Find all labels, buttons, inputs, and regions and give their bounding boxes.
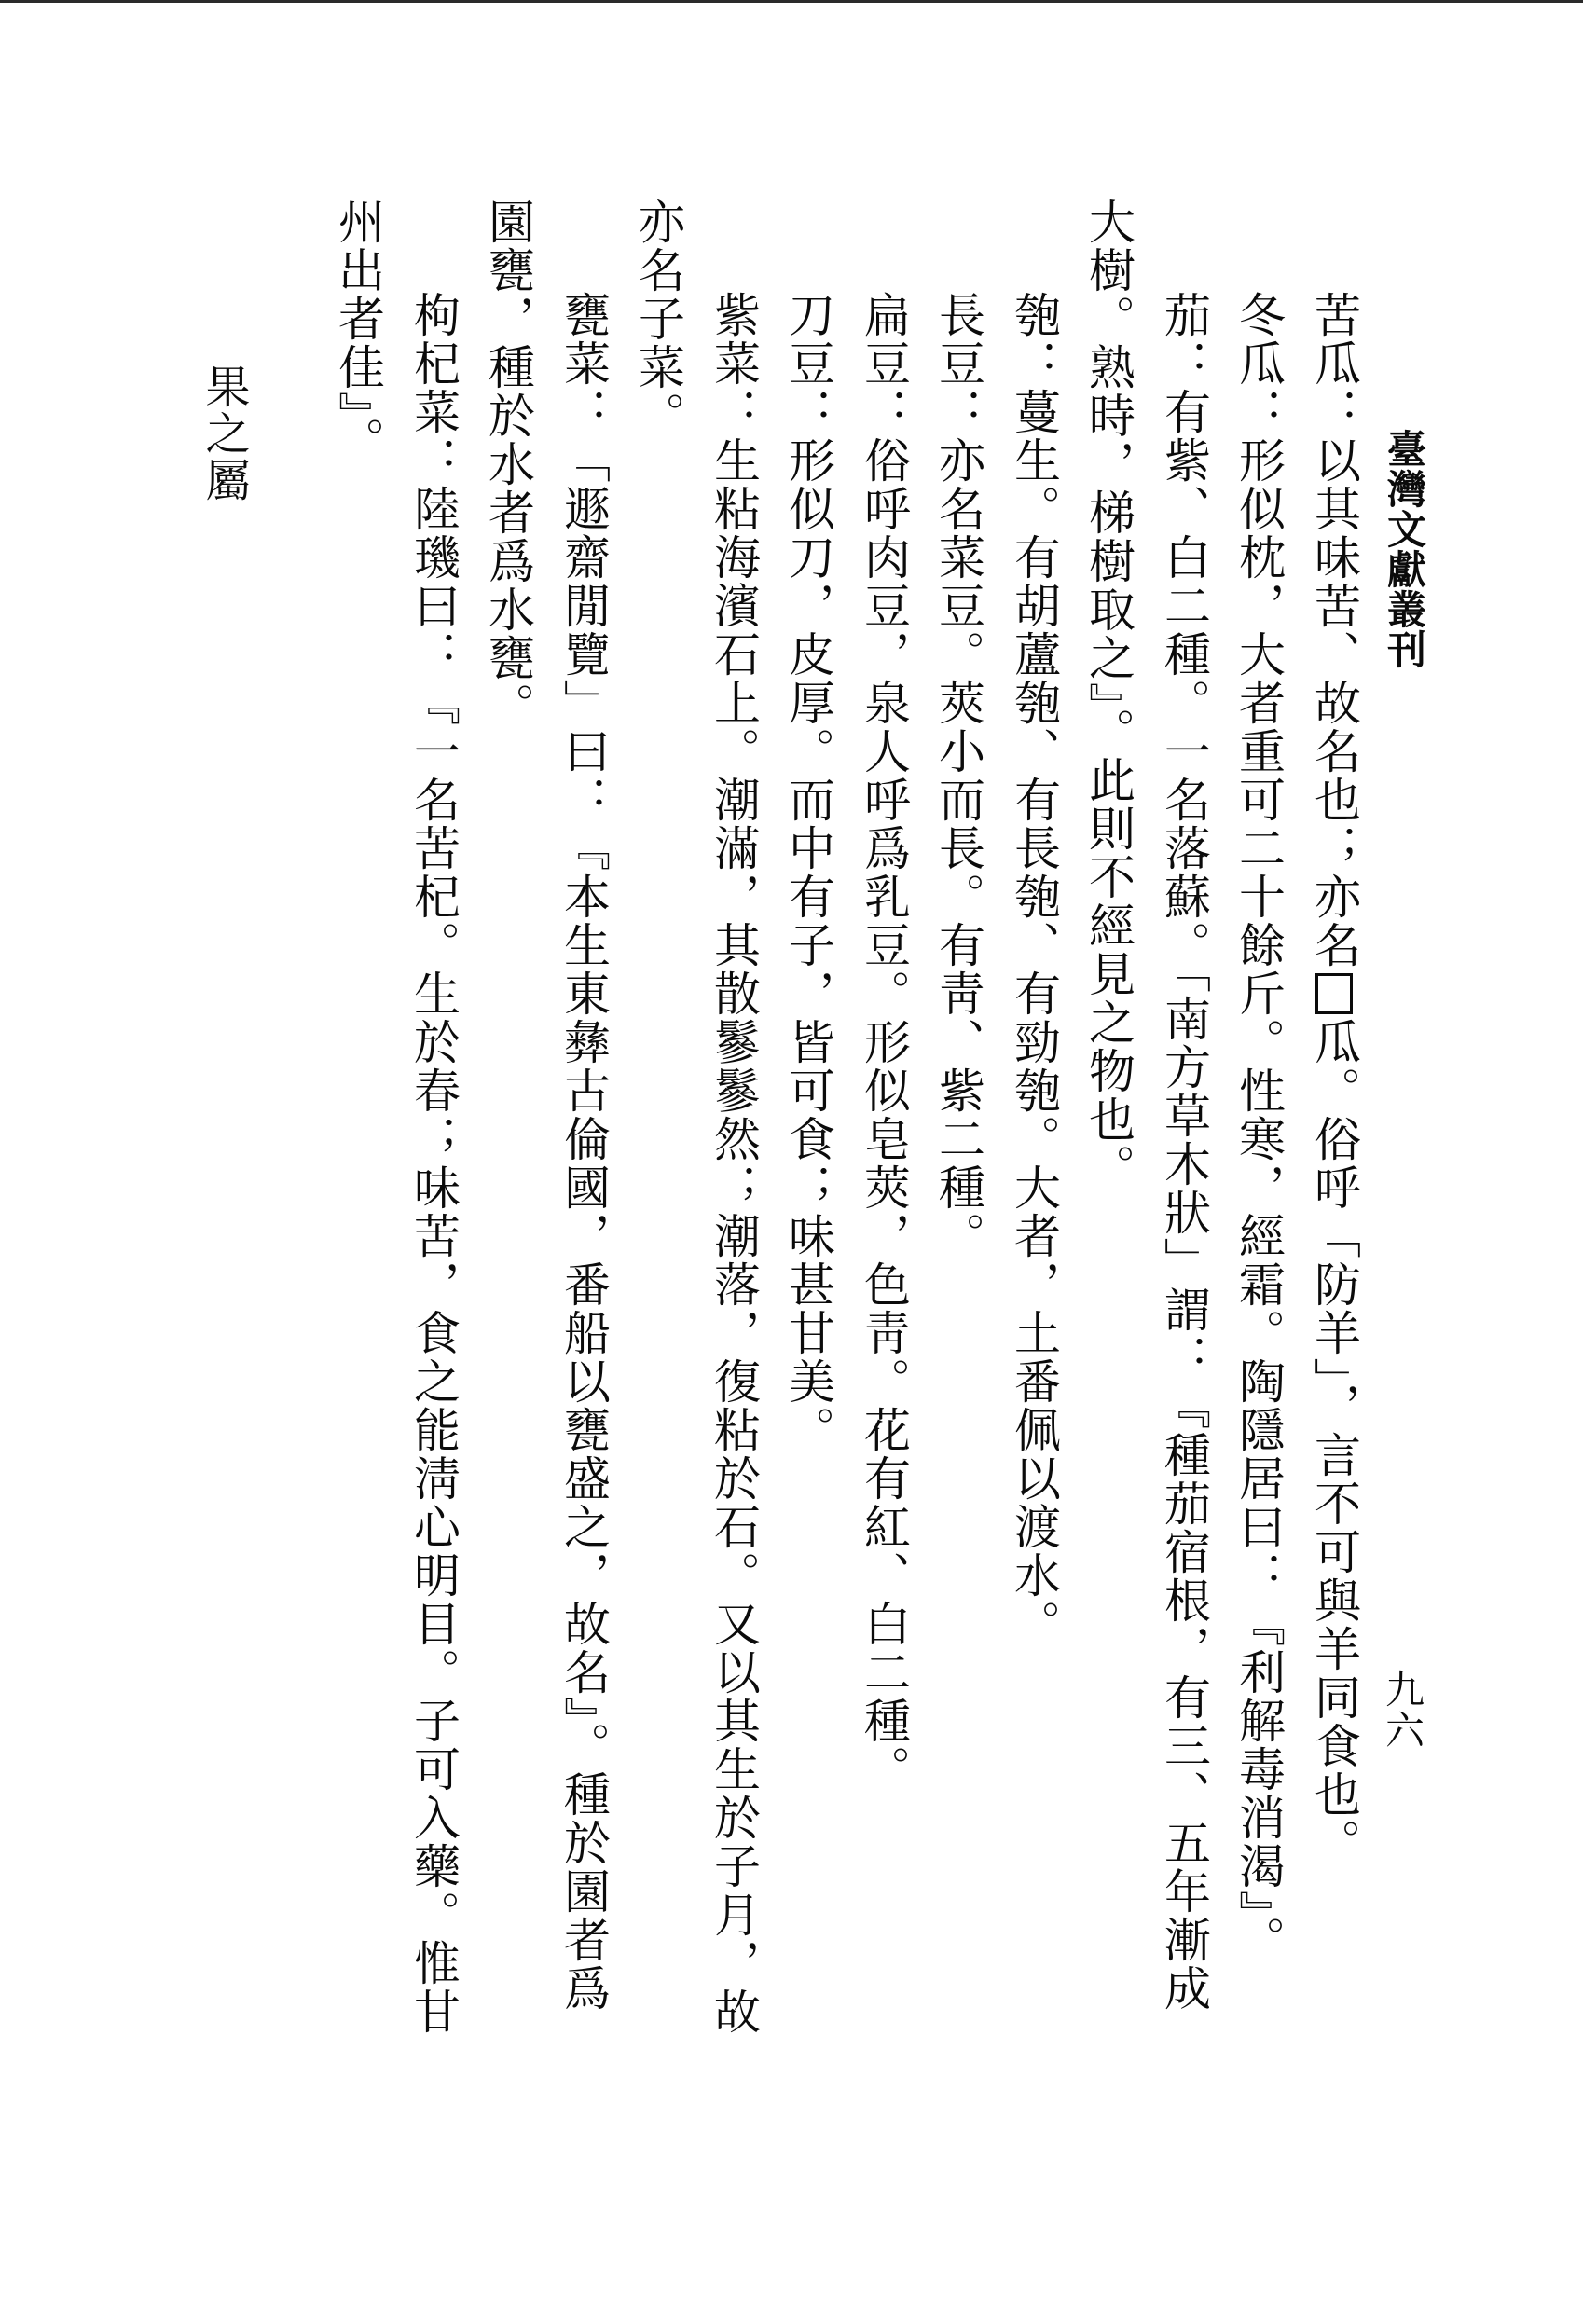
text-column-1-part-1: 苦瓜：以其味苦、故名也；亦名: [1307, 291, 1361, 969]
running-header-title: 臺灣文獻叢刊: [1382, 429, 1427, 669]
section-title: 果之屬: [198, 364, 250, 503]
text-column-14: 州出者佳』。: [331, 198, 385, 465]
text-column-12: 園甕，種於水者爲水甕。: [481, 198, 535, 731]
text-column-4: 大樹。熟時，梯樹取之』。此則不經見之物也。: [1081, 198, 1136, 1192]
text-column-3: 茄：有紫、白二種。一名落蘇。「南方草木狀」謂：『種茄宿根，有三、五年漸成: [1157, 291, 1211, 2013]
text-column-10: 亦名子菜。: [631, 198, 685, 440]
top-border-line: [0, 0, 1583, 3]
text-column-2: 冬瓜：形似枕，大者重可二十餘斤。性寒，經霜。陶隱居曰：『利解毒消渴』。: [1232, 291, 1286, 1964]
text-column-1: [1307, 291, 1361, 1867]
text-column-6: 長豆：亦名菜豆。莢小而長。有靑、紫二種。: [931, 291, 985, 1260]
text-column-7: 扁豆：俗呼肉豆，泉人呼爲乳豆。形似皂莢，色靑。花有紅、白二種。: [857, 291, 911, 1794]
text-column-13: 枸杞菜：陸璣曰：『一名苦杞。生於春；味苦，食之能淸心明目。子可入藥。惟甘: [406, 291, 461, 2036]
missing-character-box: [1315, 973, 1353, 1014]
text-column-5: 匏：蔓生。有胡蘆匏、有長匏、有勁匏。大者，土番佩以渡水。: [1007, 291, 1061, 1648]
page-number: 九六: [1380, 1669, 1425, 1751]
text-column-1-part-2: 瓜。俗呼「防羊」，言不可與羊同食也。: [1307, 1018, 1361, 1867]
text-column-9: 紫菜：生粘海濱石上。潮滿，其散鬖鬖然；潮落，復粘於石。又以其生於子月，故: [707, 291, 761, 2036]
text-column-11: 甕菜：「遯齋閒覽」曰：『本生東彝古倫國，番船以甕盛之，故名』。種於園者爲: [557, 291, 611, 2013]
text-column-8: 刀豆：形似刀，皮厚。而中有子，皆可食；味甚甘美。: [781, 291, 835, 1454]
